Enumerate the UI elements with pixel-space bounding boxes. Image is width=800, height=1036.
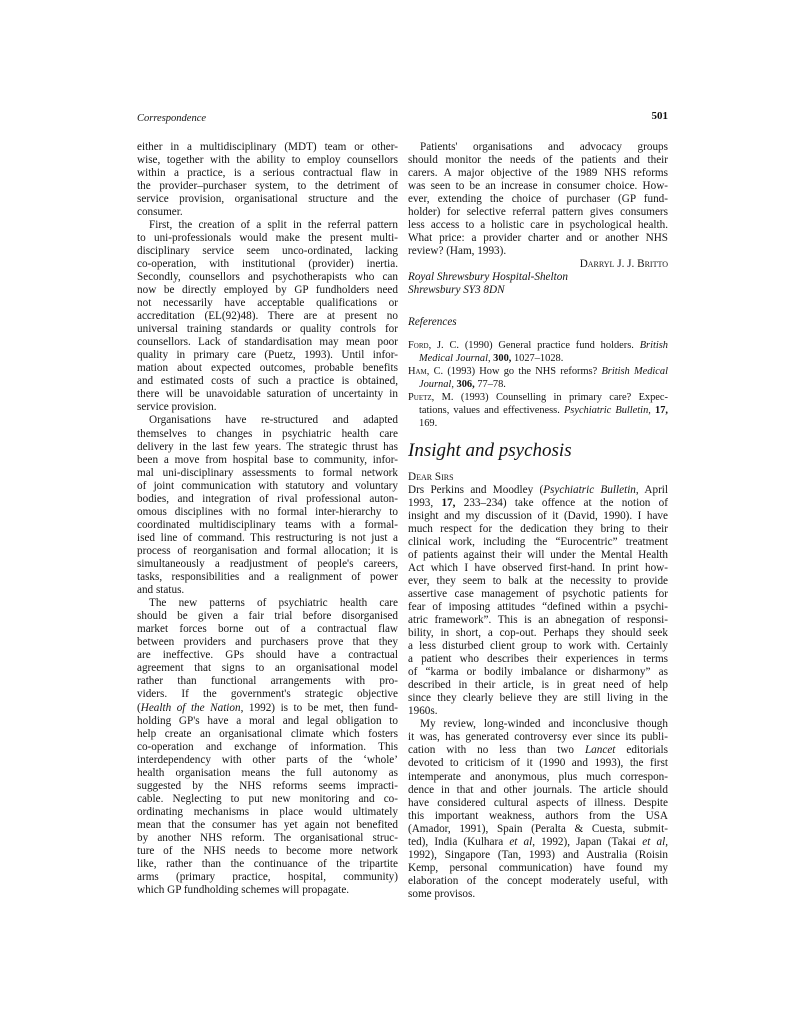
text-run: are ineffective. GPs should have a contractual: [137, 649, 398, 662]
text-run: within a practice, is a serious contractual flaw in: [137, 166, 398, 179]
text-run: , J. C. (1990) General practice fund holders.: [428, 339, 640, 351]
text-line: [408, 219, 668, 232]
text-run: assertive case management of psychotic patients for: [408, 587, 668, 600]
italic-text: Psychiatric Bulletin: [543, 483, 636, 496]
text-run: cation with no less than two: [408, 744, 585, 757]
text-run: atric framework”. This is an abnegation of responsi-: [408, 613, 668, 626]
text-run: carers. A major objective of the 1989 NHS reforms: [408, 166, 668, 179]
text-line: [137, 754, 398, 767]
text-line: [408, 601, 668, 614]
text-line: [408, 744, 668, 757]
text-line: [137, 414, 398, 427]
text-run: Secondly, counsellors and psychotherapists who can: [137, 270, 398, 283]
text-run: agreement that signs to an organisational model: [137, 662, 398, 675]
text-run: of “karma or bodily imbalance or disharmony” as: [408, 666, 668, 679]
text-line: [408, 562, 668, 575]
text-line: [137, 558, 398, 571]
text-line: [408, 193, 668, 206]
text-line: [137, 845, 398, 858]
text-run: should be given a fair trial before disorganised: [137, 610, 398, 623]
text-line: [137, 767, 398, 780]
text-run: holding GP's have a moral and legal obligation to: [137, 714, 398, 727]
paragraph: [408, 141, 668, 258]
text-line: [137, 297, 398, 310]
closing-paragraph: [408, 141, 668, 258]
text-line: [137, 480, 398, 493]
text-line: [408, 141, 668, 154]
italic-text: et al: [509, 835, 533, 848]
text-run: fear of imposing attitudes “defined within a psychi-: [408, 600, 668, 613]
right-column-top: [408, 141, 668, 298]
text-line: [408, 810, 668, 823]
text-run: health organisation means the full autonomy as: [137, 766, 398, 779]
text-run: , 1992), Japan (Takai: [532, 835, 643, 848]
text-run: , C. (1993) How go the NHS reforms?: [426, 365, 602, 377]
text-line: [408, 167, 668, 180]
text-line: [408, 666, 668, 679]
text-run: My review, long-winded and inconclusive though: [420, 718, 668, 731]
text-line: [137, 141, 398, 154]
text-line: [137, 375, 398, 388]
text-run: of patients against their will under the Mental Health: [408, 548, 668, 561]
text-line: [408, 339, 668, 352]
text-line: [137, 662, 398, 675]
text-run: ised line of command. This restructuring is not just a: [137, 531, 398, 544]
text-line: [408, 549, 668, 562]
text-line: [137, 388, 398, 401]
reference-entry: [408, 365, 668, 391]
text-line: [137, 806, 398, 819]
text-line: [408, 378, 668, 391]
text-run: it was, has generated controversy ever since its publi-: [408, 731, 668, 744]
text-run: like, rather than the continuance of the tripartite: [137, 858, 398, 871]
text-run: , M. (1993) Counselling in primary care? Expec-: [431, 391, 668, 403]
text-run: 1960s.: [408, 705, 438, 718]
text-run: ted), India (Kulhara: [408, 835, 510, 848]
text-run: market forces borne out of a contractual flaw: [137, 623, 398, 636]
references-heading: References: [408, 315, 457, 328]
text-line: [137, 702, 398, 715]
text-line: [408, 154, 668, 167]
italic-text: British Medical: [601, 365, 668, 377]
text-run: 1992), Singapore (Tan, 1993) and Australia (Roisin: [408, 848, 668, 861]
text-run: clinical work, including the “Eurocentric” treatment: [408, 535, 668, 548]
text-run: much respect for the dedication they bring to their: [408, 522, 668, 535]
text-run: Patients' organisations and advocacy groups: [420, 140, 668, 153]
text-run: quality in primary care (Puetz, 1993). Until infor-: [137, 349, 398, 362]
text-line: [408, 862, 668, 875]
italic-text: Lancet: [584, 744, 616, 757]
text-run: by another NHS reform. The organisational struc-: [137, 831, 398, 844]
text-run: ,: [451, 378, 457, 390]
text-line: [408, 692, 668, 705]
text-run: insight and my discussion of it (David, 1990). I have: [408, 509, 668, 522]
text-run: First, the creation of a split in the referral pattern: [149, 218, 398, 231]
signature: Darryl J. J. Britto: [579, 257, 668, 270]
text-line: [408, 510, 668, 523]
text-line: [137, 467, 398, 480]
text-run: editorials: [615, 744, 668, 757]
text-run: mean that the consumer has yet again not benefited: [137, 818, 398, 831]
text-run: ordinating mechanisms in place would ultimately: [137, 805, 398, 818]
text-run: process of reorganisation and formal allocation; it is: [137, 544, 398, 557]
text-run: Act which I have observed first-hand. In print how-: [408, 561, 668, 574]
bold-text: 306,: [456, 378, 475, 390]
text-line: [137, 441, 398, 454]
text-line: [408, 588, 668, 601]
reference-entry: [408, 391, 668, 430]
text-run: ,: [648, 404, 655, 416]
text-line: [137, 584, 398, 597]
text-run: tasks, responsibilities and a realignment of power: [137, 571, 398, 584]
author-name: Ford: [408, 339, 429, 351]
italic-text: British: [639, 339, 668, 351]
text-line: [137, 780, 398, 793]
text-run: Kemp, personal communication) have found my: [408, 861, 668, 874]
text-run: described in their article, is in great need of help: [408, 679, 668, 692]
text-line: [137, 793, 398, 806]
text-line: [408, 232, 668, 245]
text-run: , April: [635, 483, 669, 496]
text-line: [408, 497, 668, 510]
address-line-1: Royal Shrewsbury Hospital-Shelton: [408, 270, 568, 283]
text-line: [137, 336, 398, 349]
text-line: [408, 653, 668, 666]
text-line: [137, 636, 398, 649]
text-line: [408, 206, 668, 219]
italic-text: Psychiatric Bulletin: [563, 404, 649, 416]
text-line: [137, 454, 398, 467]
text-line: [408, 718, 668, 731]
text-run: ture of the NHS needs to become more network: [137, 845, 398, 858]
text-run: devoted to criticism of it (1990 and 1993), the first: [408, 757, 668, 770]
text-run: a patient who describes their experiences in terms: [408, 653, 668, 666]
text-run: 1993,: [408, 496, 442, 509]
text-run: either in a multidisciplinary (MDT) team or other-: [137, 140, 398, 153]
text-run: themselves to changes in psychiatric health care: [137, 427, 398, 440]
text-run: service provision.: [137, 401, 217, 414]
text-line: [137, 715, 398, 728]
text-line: [137, 858, 398, 871]
text-line: [408, 679, 668, 692]
text-line: [408, 705, 668, 718]
address-line-2: Shrewsbury SY3 8DN: [408, 284, 505, 297]
text-run: the provider–purchaser system, to the detriment of: [137, 179, 398, 192]
text-run: mation about expected outcomes, probable benefits: [137, 362, 398, 375]
paragraph: [408, 484, 668, 719]
text-run: 169.: [419, 417, 438, 429]
text-line: [408, 875, 668, 888]
text-run: omous disciplines with no formal inter-hierarchy to: [137, 505, 398, 518]
article-title: Insight and psychosis: [408, 440, 572, 461]
text-run: coordinated multidisciplinary teams with a formal-: [137, 518, 398, 531]
text-run: suggested by the NHS reforms seems impracti-: [137, 779, 398, 792]
text-run: universal training standards or quality controls for: [137, 323, 398, 336]
text-line: [137, 741, 398, 754]
text-run: was seen to be an increase in consumer choice. How-: [408, 179, 668, 192]
text-line: [408, 536, 668, 549]
paragraph: [137, 141, 398, 219]
text-line: [137, 649, 398, 662]
text-line: [408, 245, 668, 258]
text-line: [137, 167, 398, 180]
page-number: 501: [651, 110, 668, 122]
text-line: [137, 884, 398, 897]
text-line: [137, 154, 398, 167]
text-run: disciplinary service seem unco-ordinated, lacking: [137, 244, 398, 257]
text-line: [137, 284, 398, 297]
text-line: [137, 871, 398, 884]
italic-text: et al: [642, 835, 666, 848]
text-run: The new patterns of psychiatric health care: [149, 597, 398, 610]
text-run: intemperate and anonymous, plus much correspon-: [408, 770, 668, 783]
author-name: Puetz: [408, 391, 432, 403]
text-run: help create an organisational climate which fosters: [137, 727, 398, 740]
text-line: [408, 523, 668, 536]
text-run: there will be unavoidable saturation of uncertainty in: [137, 388, 398, 401]
bold-text: 17,: [441, 496, 456, 509]
text-run: simultaneously a readjustment of people's careers,: [137, 558, 398, 570]
text-run: co-operation, with institutional (provider) inertia.: [137, 257, 398, 270]
text-line: [408, 352, 668, 365]
text-run: 77–78.: [474, 378, 506, 390]
text-line: [408, 797, 668, 810]
text-line: [137, 180, 398, 193]
text-line: [137, 310, 398, 323]
text-line: [137, 728, 398, 741]
text-run: viders. If the government's strategic objective: [137, 688, 398, 701]
text-run: 1027–1028.: [511, 352, 564, 364]
author-name: Ham: [408, 365, 427, 377]
text-run: been a move from hospital base to community, infor-: [137, 453, 398, 466]
italic-text: Journal: [419, 378, 452, 390]
text-run: should monitor the needs of the patients and their: [408, 153, 668, 166]
text-line: [137, 428, 398, 441]
text-run: less access to a holistic care in psychological health.: [408, 218, 668, 231]
text-line: [137, 819, 398, 832]
text-run: holder) for selective referral pattern gives consumers: [408, 205, 668, 218]
text-run: delivery in the last few years. The strategic thrust has: [137, 440, 398, 453]
text-line: [408, 484, 668, 497]
text-run: not necessarily have acceptable qualifications or: [137, 297, 398, 310]
text-run: Organisations have re-structured and adapted: [149, 414, 398, 427]
text-line: [137, 545, 398, 558]
text-run: have considered cultural aspects of illness. Despite: [408, 796, 668, 809]
text-line: [408, 575, 668, 588]
text-line: [137, 832, 398, 845]
text-line: [408, 836, 668, 849]
text-run: arms (primary practice, hospital, community): [137, 871, 398, 884]
text-run: rather than functional arrangements with pro-: [137, 675, 398, 688]
text-run: some provisos.: [408, 887, 476, 900]
text-line: [137, 688, 398, 701]
letter-body: [408, 484, 668, 902]
text-run: and status.: [137, 584, 185, 597]
text-run: , 1992) is to be met, then fund-: [240, 701, 399, 714]
text-run: ,: [665, 835, 668, 848]
text-run: 233–234) take offence at the notion of: [455, 496, 669, 509]
text-line: [137, 245, 398, 258]
text-line: [137, 675, 398, 688]
text-run: (Amador, 1991), Spain (Peralta & Cuesta, submit-: [408, 822, 668, 835]
text-line: [137, 532, 398, 545]
text-run: Drs Perkins and Moodley (: [408, 483, 544, 496]
text-line: [408, 627, 668, 640]
text-line: [408, 391, 668, 404]
text-run: ,: [487, 352, 494, 364]
text-line: [137, 623, 398, 636]
text-run: counsellors. Lack of standardisation may mean poor: [137, 336, 398, 349]
text-line: [408, 640, 668, 653]
text-line: [137, 597, 398, 610]
text-line: [408, 888, 668, 901]
text-run: to uni-professionals would make the present multi-: [137, 231, 398, 244]
text-line: [137, 401, 398, 414]
text-line: [137, 219, 398, 232]
text-line: [408, 731, 668, 744]
text-line: [137, 206, 398, 219]
text-run: bility, in short, a cop-out. Perhaps they should seek: [408, 627, 668, 640]
text-run: this important weakness, authors from the USA: [408, 809, 668, 822]
text-line: [408, 417, 668, 430]
paragraph: [137, 414, 398, 597]
text-line: [408, 614, 668, 627]
text-line: [137, 506, 398, 519]
left-column-body: [137, 141, 398, 898]
bold-text: 17,: [655, 404, 668, 416]
text-line: [137, 519, 398, 532]
text-run: co-operation and exchange of information. This: [137, 740, 398, 753]
text-run: consumer.: [137, 205, 183, 218]
text-run: interdependency with other parts of the ‘whole’: [137, 753, 398, 766]
text-line: [408, 757, 668, 770]
bold-text: 300,: [493, 352, 512, 364]
text-run: ever, extending the choice of purchaser (GP fund-: [408, 192, 668, 205]
text-line: [408, 784, 668, 797]
text-run: ever, they seem to balk at the necessity to provide: [408, 574, 668, 587]
paragraph: [137, 597, 398, 897]
text-line: [408, 180, 668, 193]
text-line: [137, 193, 398, 206]
text-run: review? (Ham, 1993).: [408, 244, 507, 257]
text-line: [137, 258, 398, 271]
text-line: [137, 323, 398, 336]
paragraph: [408, 718, 668, 901]
text-line: [408, 365, 668, 378]
text-run: (: [137, 701, 141, 714]
text-run: dence in that and other journals. The article should: [408, 783, 668, 796]
text-run: elaboration of the concept moderately useful, with: [408, 874, 668, 887]
text-line: [137, 271, 398, 284]
text-run: between providers and purchasers prove that they: [137, 636, 398, 649]
text-run: wise, together with the ability to employ counsellors: [137, 153, 398, 166]
text-run: What price: a provider charter and or another NHS: [408, 231, 668, 244]
text-line: [137, 493, 398, 506]
text-run: of joint communication with statutory and voluntary: [137, 479, 398, 492]
text-run: which GP fundholding schemes will propagate.: [137, 884, 350, 897]
text-run: accreditation (EL(92)48). There are at present no: [137, 310, 398, 323]
text-line: [137, 349, 398, 362]
text-run: cable. Neglecting to put new monitoring and co-: [137, 792, 398, 805]
salutation: Dear Sirs: [408, 470, 454, 483]
text-run: and estimated costs of such a practice is obtained,: [137, 375, 398, 388]
reference-entry: [408, 339, 668, 365]
text-line: [408, 849, 668, 862]
text-run: mal uni-disciplinary assessments to formal network: [137, 466, 398, 479]
text-run: tations, values and effectiveness.: [419, 404, 564, 416]
text-line: [408, 823, 668, 836]
text-run: service provision, organisational structure and the: [137, 192, 398, 205]
running-head: Correspondence: [137, 113, 207, 124]
text-line: [408, 404, 668, 417]
references-list: [408, 339, 668, 430]
text-run: a less disturbed client group to work with. Certainly: [408, 640, 668, 653]
text-run: bodies, and integration of rival professional auton-: [137, 492, 398, 505]
text-line: [137, 610, 398, 623]
text-line: [408, 771, 668, 784]
text-run: since they clearly believe they are still living in the: [408, 692, 668, 705]
italic-text: Medical Journal: [419, 352, 488, 364]
italic-text: Health of the Nation: [140, 701, 241, 714]
text-line: [137, 571, 398, 584]
paragraph: [137, 219, 398, 415]
text-line: [137, 362, 398, 375]
text-line: [137, 232, 398, 245]
text-run: now be directly employed by GP fundholders need: [137, 284, 398, 297]
